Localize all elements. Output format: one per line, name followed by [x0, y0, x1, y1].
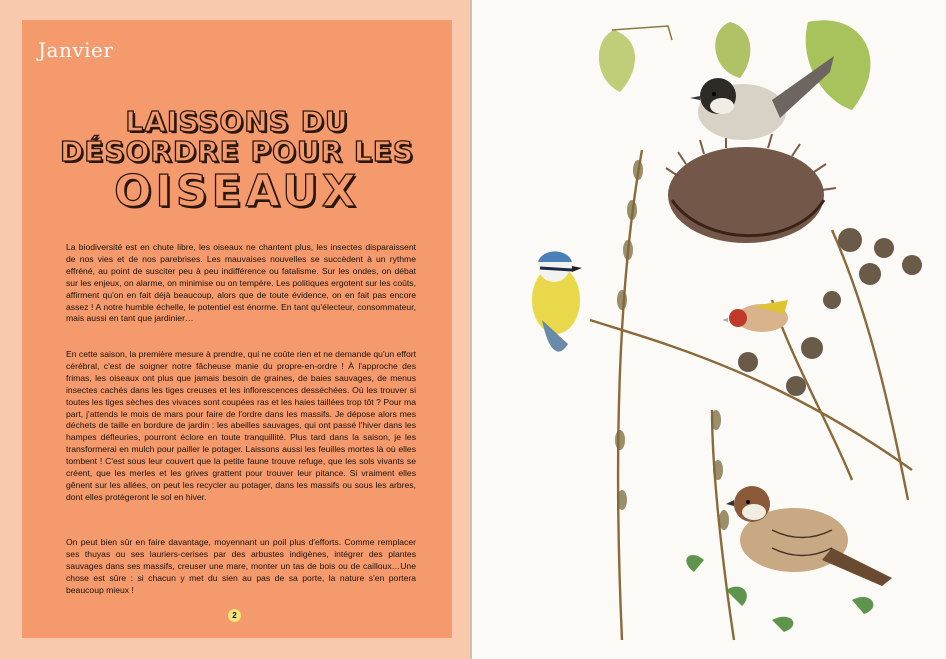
right-page — [472, 0, 946, 659]
title-line-3: OISEAUX — [114, 166, 360, 217]
sunflower-head — [668, 147, 824, 243]
leaf-1 — [599, 30, 635, 92]
page-number: 2 — [228, 609, 241, 622]
left-page — [0, 0, 471, 659]
paragraph-2: En cette saison, la première mesure à prendre, qui ne coûte rien et ne demande qu'un effort cérébral, c'est de soigner notre fâcheuse manie du propre-en-ordre ! À l'approche des frimas, les oiseaux ont plus que jamais besoin de graines, de baies sauvages, de menus insectes cachés dans les tiges creuses et les inflorescences desséchées. Où les trouver si toutes les tiges sèches des vivaces sont coupées ras et les haies taillées trop tôt ? Pour ma part, j'attends le mois de mars pour faire de l'ordre dans les massifs. Je dépose alors mes déchets de taille en bordure de jardin : les abeilles sauvages, qui ont passé l'hiver dans les hampes défleuries, pourront éclore en toute tranquillité. Plus tard dans la saison, je les transformerai en mulch pour pailler le potager. Laissons aussi les feuilles mortes là où elles tombent ! C'est sous leur couvert que la petite faune trouve refuge, que les sols vivants se créent, que les merles et les grives grattent pour trouver leur pitance. Si vraiment elles gênent sur les allées, on peut les recycler au potager, dans les massifs ou sous les arbres, dont elles protègeront le sol en hiver. — [66, 349, 416, 502]
paragraph-1: La biodiversité est en chute libre, les oiseaux ne chantent plus, les insectes disparaissent de nos vies et de nos parebrises. Les mauvaises nouvelles se succèdent à un rythme effréné, au point de susciter peu à peu indifférence ou fatalisme. Sur les ondes, on débat sur les enjeux, on alarme, on minimise ou on tempère. Les politiques ergotent sur les coûts, affirment qu'on en fait déjà beaucoup, alors que de toute évidence, on en fait pas encore assez ! A notre humble échelle, le potentiel est énorme. En tant qu'électeur, consommateur, mais aussi en tant que jardinier… — [66, 242, 416, 324]
text-panel — [22, 20, 452, 638]
title-line-1: LAISSONS DU — [125, 105, 349, 138]
stem-3 — [590, 320, 912, 470]
leaf-2 — [715, 22, 750, 78]
month-label: Janvier — [38, 38, 114, 62]
stem-1 — [618, 150, 642, 640]
paragraph-3: On peut bien sûr en faire davantage, moyennant un poil plus d'efforts. Comme remplacer ses thuyas ou ses lauriers-cerises par des arbustes indigènes, intégrer des plantes sauvages dans ses massifs, creuser une mare, monter un tas de bois ou de cailloux…Une chose est sûre : si chacun y met du sien au pas de sa porte, la nature s'en portera beaucoup mieux ! — [66, 537, 416, 595]
leaf-3 — [806, 20, 871, 110]
title-line-2: DÉSORDRE POUR LES — [59, 135, 415, 168]
bird-illustration — [472, 0, 946, 659]
